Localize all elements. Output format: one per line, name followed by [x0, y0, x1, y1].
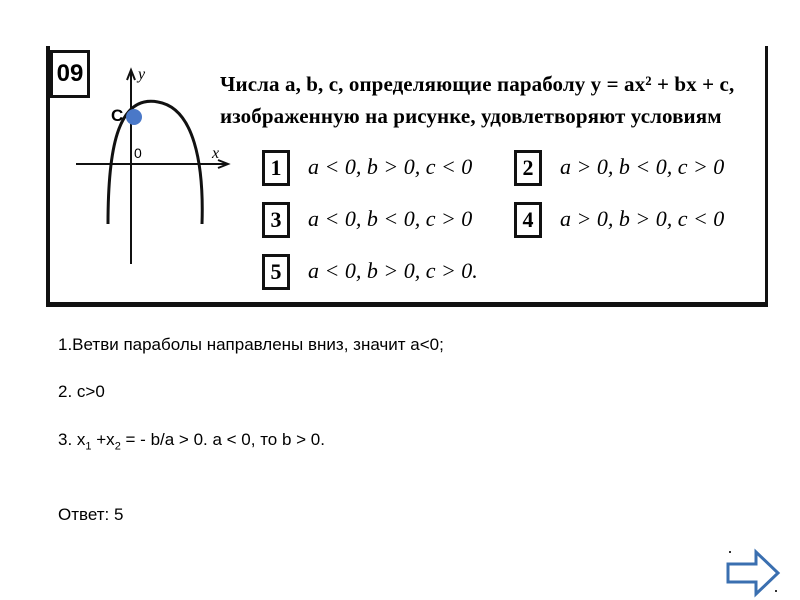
option-5-number: 5: [262, 254, 290, 290]
origin-label: 0: [134, 145, 142, 161]
point-c-marker: [126, 109, 142, 125]
y-axis-label: y: [138, 66, 146, 83]
solution-line-2: 2. с>0: [58, 382, 105, 401]
solution-line-3-prefix: 3. х: [58, 430, 86, 449]
question-line-1: Числа a, b, c, определяющие параболу y = ax² + bx + c,: [220, 72, 735, 96]
decor-dot: [775, 590, 777, 592]
x-axis-label: x: [212, 145, 220, 162]
option-4-number: 4: [514, 202, 542, 238]
point-c-label: C: [111, 106, 124, 125]
solution-line-3: [58, 430, 325, 452]
task-number-badge: 09: [50, 50, 90, 98]
subscript-1: 1: [85, 440, 92, 453]
solution-line-3-mid: +х: [91, 430, 115, 449]
parabola-graph: [72, 64, 232, 274]
option-5-text: a < 0, b > 0, c > 0.: [308, 258, 478, 283]
option-3-text: a < 0, b < 0, c > 0: [308, 206, 473, 231]
option-4-text: a > 0, b > 0, c < 0: [560, 206, 725, 231]
solution-line-1: 1.Ветви параболы направлены вниз, значит а<0;: [58, 335, 444, 354]
question-line-2: изображенную на рисунке, удовлетворяют условиям: [220, 104, 722, 128]
option-1-text: a < 0, b > 0, c < 0: [308, 154, 473, 179]
answer-line: Ответ: 5: [58, 505, 124, 524]
subscript-2: 2: [114, 440, 121, 453]
solution-line-3-rest: = - b/a > 0. a < 0, то b > 0.: [120, 430, 325, 449]
option-1-number: 1: [262, 150, 290, 186]
option-2-number: 2: [514, 150, 542, 186]
option-3-number: 3: [262, 202, 290, 238]
option-2-text: a > 0, b < 0, c > 0: [560, 154, 725, 179]
